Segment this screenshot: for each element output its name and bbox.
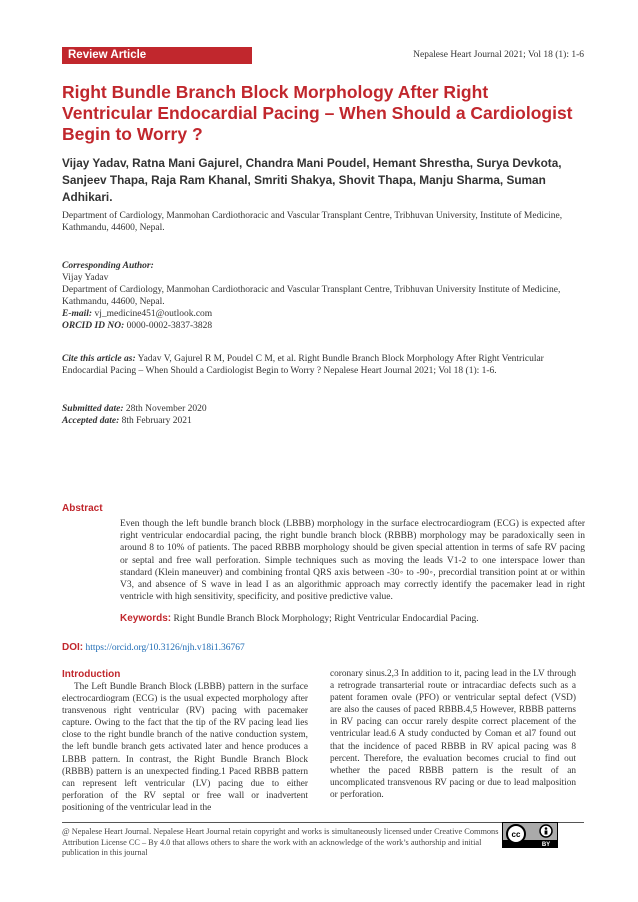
dates-section: [62, 403, 587, 427]
by-label: BY: [541, 842, 551, 847]
corresponding-label: Corresponding Author:: [62, 261, 154, 271]
submitted-label: Submitted date:: [62, 404, 124, 414]
cite-text: Yadav V, Gajurel R M, Poudel C M, et al. Right Bundle Branch Block Morphology After Right Ventricular Endocardial Pacing – When Should a Cardiologist Begin to Worry ? Nepalese Heart Journal 2021; Vol 18 (1): 1-6.: [62, 354, 544, 376]
author-list: Vijay Yadav, Ratna Mani Gajurel, Chandra Mani Poudel, Hemant Shrestha, Surya Devkota, Sanjeev Thapa, Raja Ram Khanal, Smriti Shakya, Shovit Thapa, Manju Sharma, Suman Adhikari.: [62, 156, 562, 204]
affiliation: Department of Cardiology, Manmohan Cardiothoracic and Vascular Transplant Centre, Tribhuvan University, Institute of Medicine, Kathmandu, 44600, Nepal.: [62, 211, 563, 233]
email-line: [62, 308, 587, 320]
email-value[interactable]: vj_medicine451@outlook.com: [94, 309, 213, 319]
cc-mark: cc: [511, 830, 521, 839]
intro-paragraph-right: coronary sinus.2,3 In addition to it, pacing lead in the LV through a retrograde transarterial route or intracardiac defects such as a patent foramen ovale (PFO) or ventricular septal defect (VSD) are also the causes of paced RBBB.4,5 However, RBBB patterns in RV pacing can occur rarely despite correct placement of the ventricular lead.6 A study conducted by Coman et al7 found out that the incidence of paced RBBB in RV apical pacing was 8 percent. Therefore, the evaluation becomes crucial to find out whether the paced RBBB pattern is the result of an uncomplicated transvenous RV pacing or due to lead malposition or perforation.: [330, 669, 576, 800]
article-title: Right Bundle Branch Block Morphology After Right Ventricular Endocardial Pacing – When Should a Cardiologist Begin to Worry ?: [62, 82, 573, 144]
journal-citation-header: Nepalese Heart Journal 2021; Vol 18 (1): 1-6: [413, 50, 584, 60]
doi-link[interactable]: https://orcid.org/10.3126/njh.v18i1.36767: [85, 643, 245, 653]
intro-paragraph-left: The Left Bundle Branch Block (LBBB) pattern in the surface electrocardiogram (ECG) is the usual expected morphology after transvenous right ventricular (RV) pacing with pacemaker capture. Owing to the fact that the tip of the RV pacing lead lies close to the right bundle branch of the native conduction system, the left bundle branch gets activated later and hence produces a LBBB pattern. In contrast, the Right Bundle Branch Block (RBBB) pattern is an unexpected finding.1 Paced RBBB pattern can represent left ventricular (LV) pacing due to either perforation of the RV septal or free wall or inadvertent positioning of the ventricular lead in the: [62, 682, 308, 813]
intro-column-right: [330, 668, 576, 801]
orcid-value: 0000-0002-3837-3828: [126, 321, 213, 331]
abstract-heading: Abstract: [62, 503, 103, 514]
cite-section: [62, 353, 587, 377]
submitted-date: 28th November 2020: [125, 404, 207, 414]
keywords-label: Keywords:: [120, 613, 172, 624]
email-label: E-mail:: [62, 309, 93, 319]
article-type-badge: Review Article: [62, 47, 252, 64]
intro-column-left: [62, 668, 308, 814]
keywords-line: [120, 613, 479, 624]
accepted-date: 8th February 2021: [121, 416, 192, 426]
abstract-text: Even though the left bundle branch block (LBBB) morphology in the surface electrocardiogram (ECG) is expected after right ventricular endocardial pacing, the right bundle branch block (RBBB) morphology may be paradoxically seen in around 8 to 10% of patients. The paced RBBB morphology should be given special attention in terms of safe RV pacing or septal and free wall perforation. Simple techniques such as moving the leads V1-2 to one interspace lower than standard (Klein maneuver) and combining frontal QRS axis between -30◦ to -90◦, precordial transition point at or within V3, and absence of S wave in lead I as an algorithmic approach may correctly identify the pacemaker lead in right ventricle with high sensitivity, specificity, and positive predictive value.: [120, 519, 585, 603]
corresponding-address: Department of Cardiology, Manmohan Cardiothoracic and Vascular Transplant Centre, Tribhuvan University Institute of Medicine, Kathmandu, 44600, Nepal.: [62, 285, 561, 307]
keywords-text: Right Bundle Branch Block Morphology; Right Ventricular Endocardial Pacing.: [173, 614, 479, 624]
corresponding-name: Vijay Yadav: [62, 273, 109, 283]
introduction-heading: Introduction: [62, 669, 121, 680]
submitted-line: [62, 403, 587, 415]
corresponding-author-section: [62, 260, 587, 332]
orcid-line: [62, 320, 587, 332]
cc-by-license-icon: [502, 822, 558, 848]
cc-logo-icon: [503, 823, 557, 847]
doi-line: [62, 642, 245, 653]
orcid-label: ORCID ID NO:: [62, 321, 125, 331]
doi-label: DOI:: [62, 642, 84, 653]
cite-label: Cite this article as:: [62, 354, 136, 364]
copyright-notice: @ Nepalese Heart Journal. Nepalese Heart Journal retain copyright and works is simultaneously licensed under Creative Commons Attribution License CC – By 4.0 that allows others to share the work with an acknowledge of the work’s authorship and initial publication in this journal: [62, 827, 499, 857]
accepted-label: Accepted date:: [62, 416, 120, 426]
accepted-line: [62, 415, 587, 427]
